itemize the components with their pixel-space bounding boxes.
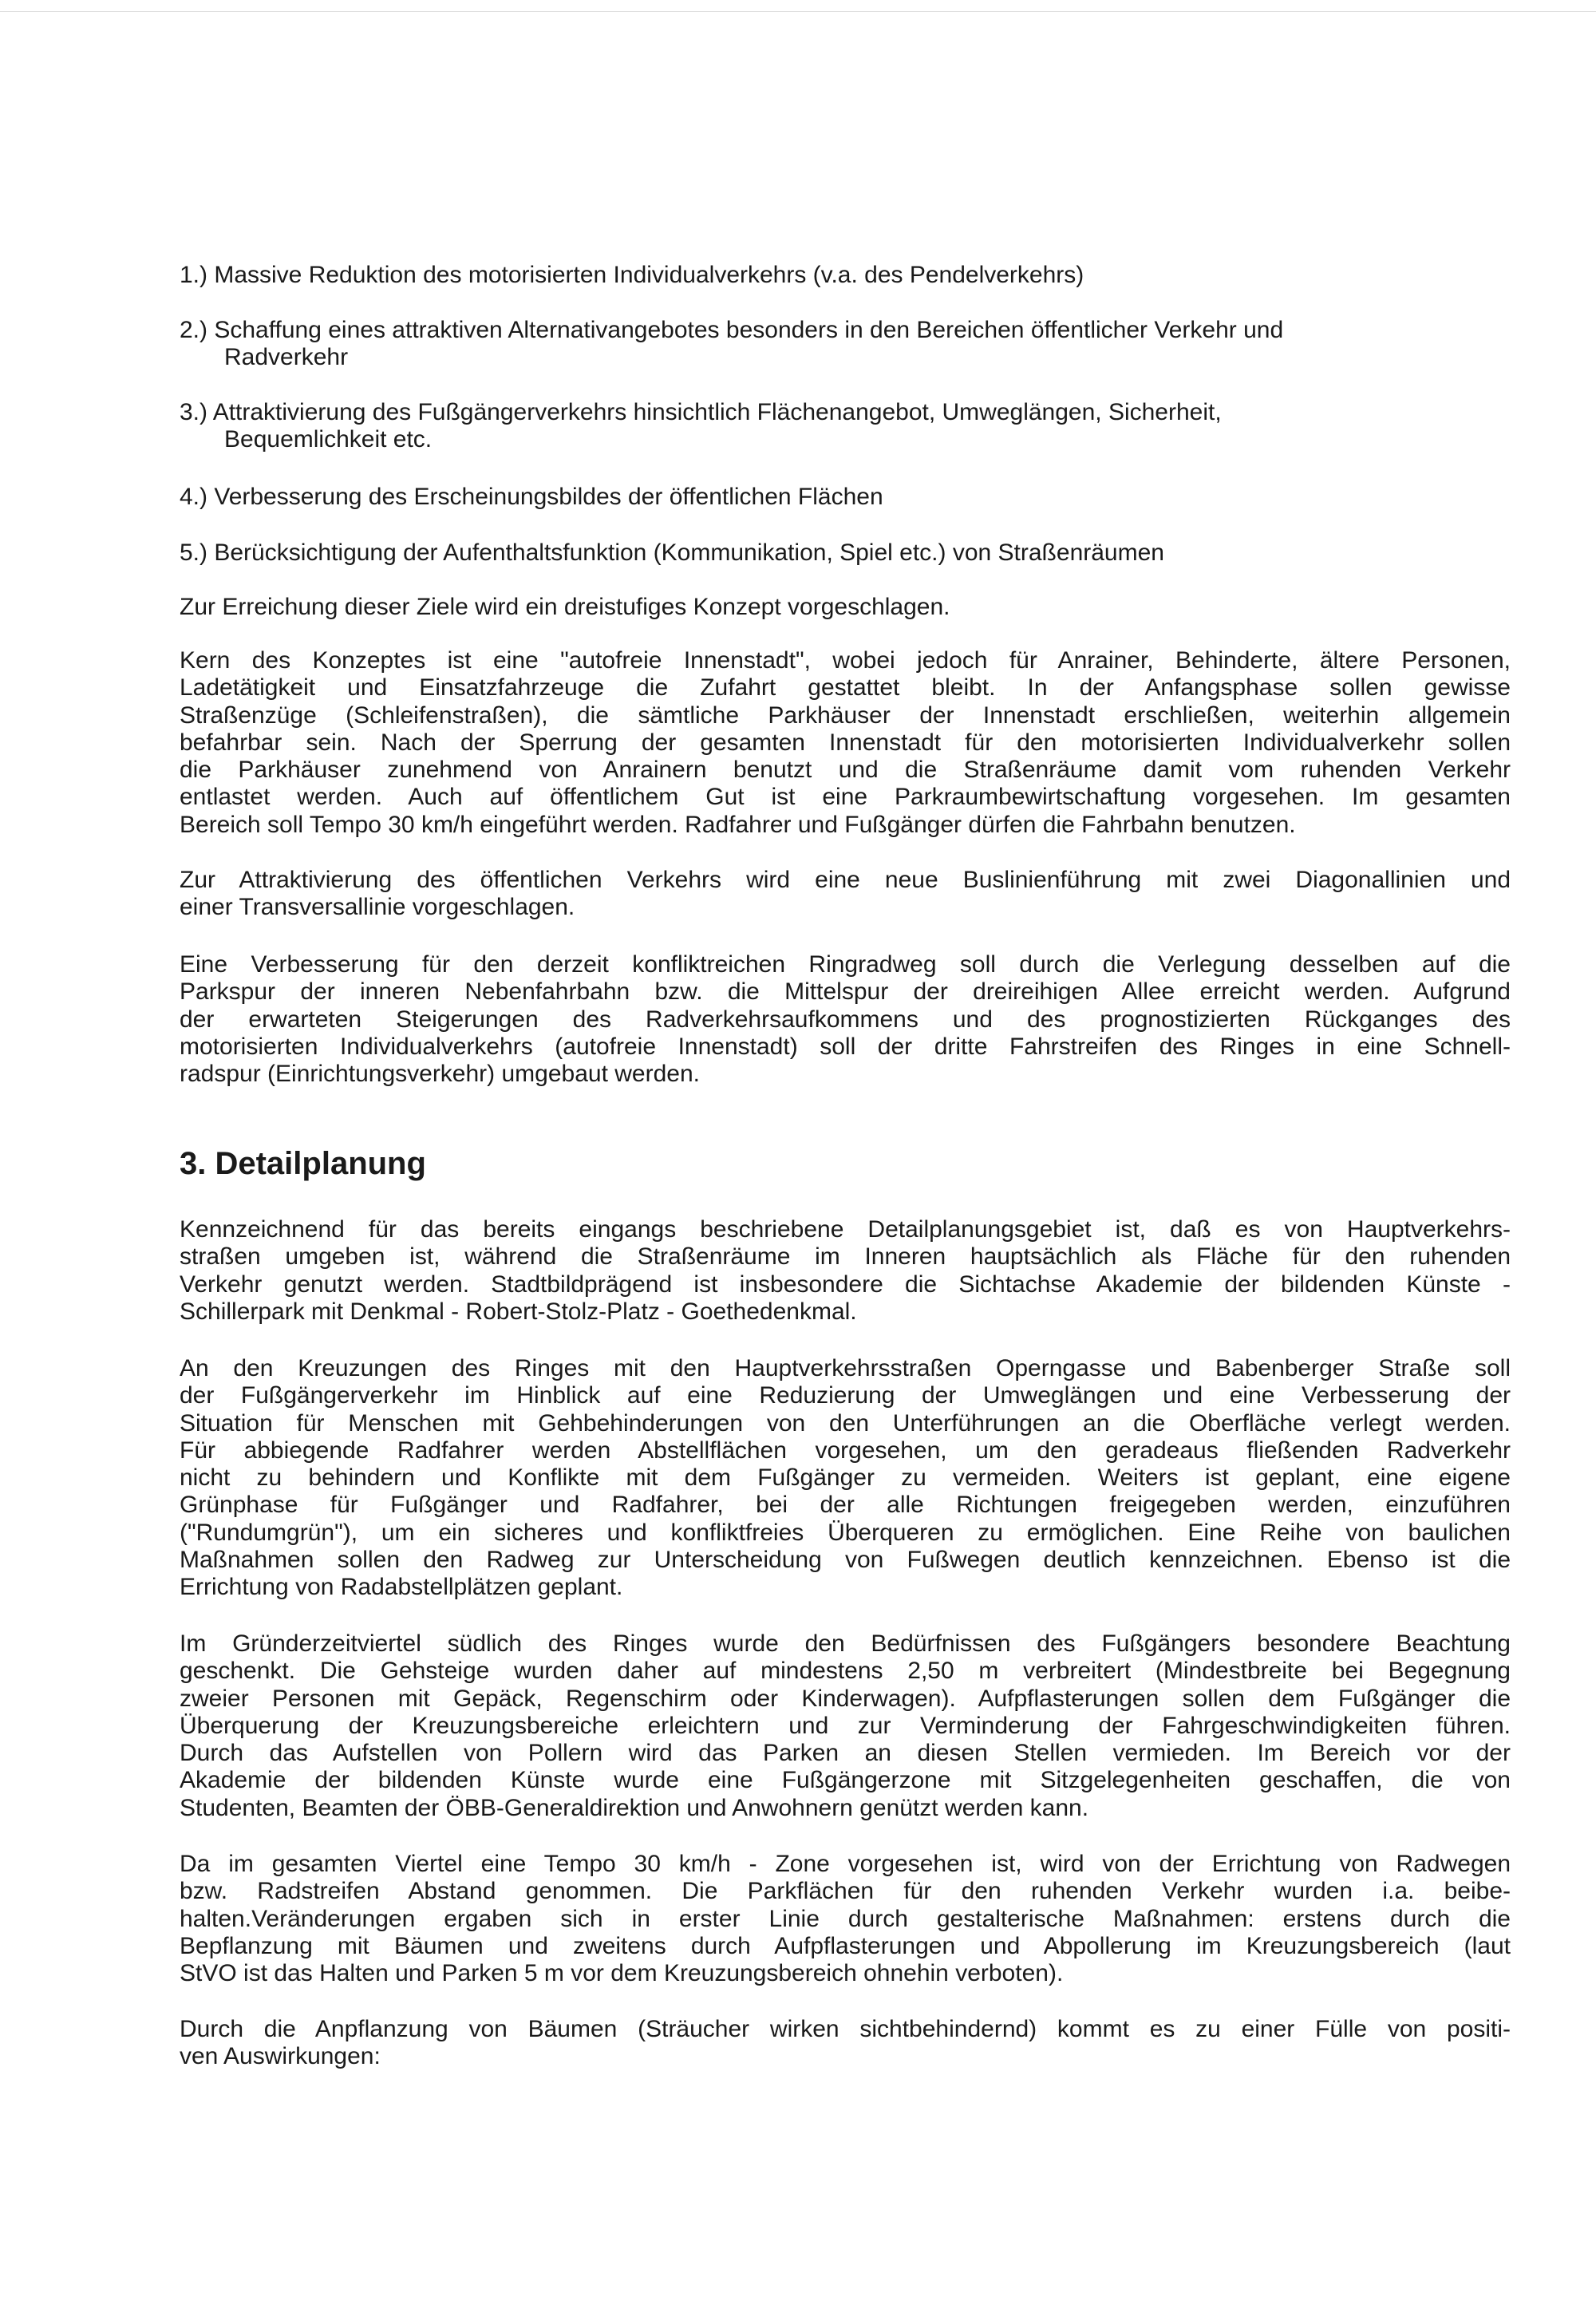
paragraph	[180, 867, 1511, 922]
goal-item	[180, 262, 1511, 289]
paragraph	[180, 1851, 1511, 1987]
text-line: Durch die Anpflanzung von Bäumen (Sträucher wirken sichtbehindernd) kommt es zu einer Fülle von positi-	[180, 2016, 1511, 2042]
text-line: die Parkhäuser zunehmend von Anrainern benutzt und die Straßenräume damit vom ruhenden Verkehr	[180, 757, 1511, 784]
text-line: motorisierten Individualverkehrs (autofreie Innenstadt) soll der dritte Fahrstreifen des Ringes in eine Schnell-	[180, 1033, 1511, 1060]
text-line: Ladetätigkeit und Einsatzfahrzeuge die Zufahrt gestattet bleibt. In der Anfangsphase sollen gewisse	[180, 674, 1511, 702]
text-line: der erwarteten Steigerungen des Radverkehrsaufkommens und des prognostizierten Rückganges des	[180, 1006, 1511, 1033]
paragraph	[180, 1355, 1511, 1602]
text-line: zweier Personen mit Gepäck, Regenschirm oder Kinderwagen). Aufpflasterungen sollen dem Fußgänger die	[180, 1685, 1511, 1712]
text-line: befahrbar sein. Nach der Sperrung der gesamten Innenstadt für den motorisierten Individualverkehr sollen	[180, 729, 1511, 756]
paragraph	[180, 647, 1511, 839]
scan-edge-line	[0, 11, 1596, 12]
goal-item	[180, 399, 1511, 454]
text-line: 1.) Massive Reduktion des motorisierten Individualverkehrs (v.a. des Pendelverkehrs)	[180, 262, 1084, 288]
text-line: Bereich soll Tempo 30 km/h eingeführt werden. Radfahrer und Fußgänger dürfen die Fahrbahn benutzen.	[180, 811, 1296, 838]
text-line: Verkehr genutzt werden. Stadtbildprägend ist insbesondere die Sichtachse Akademie der bildenden Künste -	[180, 1271, 1511, 1298]
text-line: Studenten, Beamten der ÖBB-Generaldirektion und Anwohnern genützt werden kann.	[180, 1794, 1089, 1821]
text-line: Parkspur der inneren Nebenfahrbahn bzw. die Mittelspur der dreireihigen Allee erreicht werden. Aufgrund	[180, 978, 1511, 1006]
text-line: Errichtung von Radabstellplätzen geplant.	[180, 1574, 623, 1601]
text-line: Schillerpark mit Denkmal - Robert-Stolz-Platz - Goethedenkmal.	[180, 1298, 857, 1325]
text-line: einer Transversallinie vorgeschlagen.	[180, 894, 575, 921]
text-line: Für abbiegende Radfahrer werden Abstellflächen vorgesehen, um den geradeaus fließenden Radverkehr	[180, 1437, 1511, 1464]
paragraph	[180, 951, 1511, 1088]
paragraph	[180, 1216, 1511, 1326]
goal-item	[180, 484, 1511, 511]
text-line: Zur Erreichung dieser Ziele wird ein dreistufiges Konzept vorgeschlagen.	[180, 594, 950, 620]
text-line: Kennzeichnend für das bereits eingangs beschriebene Detailplanungsgebiet ist, daß es von Hauptverkehrs-	[180, 1216, 1511, 1243]
text-line: Zur Attraktivierung des öffentlichen Verkehrs wird eine neue Buslinienführung mit zwei Diagonallinien und	[180, 867, 1511, 893]
text-line: geschenkt. Die Gehsteige wurden daher auf mindestens 2,50 m verbreitert (Mindestbreite bei Begegnung	[180, 1658, 1511, 1685]
text-line: Maßnahmen sollen den Radweg zur Unterscheidung von Fußwegen deutlich kennzeichnen. Ebenso ist die	[180, 1547, 1511, 1574]
text-line: 3.) Attraktivierung des Fußgängerverkehrs hinsichtlich Flächenangebot, Umweglängen, Sicherheit,	[180, 399, 1222, 425]
text-line: Straßenzüge (Schleifenstraßen), die sämtliche Parkhäuser der Innenstadt erschließen, weiterhin allgemein	[180, 702, 1511, 729]
text-line: Radverkehr	[224, 344, 349, 371]
text-line: entlastet werden. Auch auf öffentlichem Gut ist eine Parkraumbewirtschaftung vorgesehen. Im gesamten	[180, 784, 1511, 811]
paragraph	[180, 2016, 1511, 2071]
paragraph	[180, 1630, 1511, 1822]
text-line: StVO ist das Halten und Parken 5 m vor dem Kreuzungsbereich ohnehin verboten).	[180, 1960, 1064, 1987]
text-line: Bepflanzung mit Bäumen und zweitens durch Aufpflasterungen und Abpollerung im Kreuzungsbereich (laut	[180, 1932, 1511, 1959]
section-heading: 3. Detailplanung	[180, 1146, 426, 1181]
goal-item	[180, 539, 1511, 567]
text-line: An den Kreuzungen des Ringes mit den Hauptverkehrsstraßen Operngasse und Babenberger Straße soll	[180, 1355, 1511, 1381]
text-line: Bequemlichkeit etc.	[224, 426, 433, 453]
text-line: Durch das Aufstellen von Pollern wird das Parken an diesen Stellen vermieden. Im Bereich vor der	[180, 1740, 1511, 1767]
text-line: Akademie der bildenden Künste wurde eine Fußgängerzone mit Sitzgelegenheiten geschaffen, die von	[180, 1767, 1511, 1794]
text-line: 4.) Verbesserung des Erscheinungsbildes der öffentlichen Flächen	[180, 484, 883, 510]
text-line: halten.Veränderungen ergaben sich in erster Linie durch gestalterische Maßnahmen: erstens durch die	[180, 1905, 1511, 1932]
goal-item	[180, 317, 1511, 372]
text-line: ven Auswirkungen:	[180, 2043, 381, 2070]
text-line: Grünphase für Fußgänger und Radfahrer, bei der alle Richtungen freigegeben werden, einzuführen	[180, 1492, 1511, 1519]
text-line: 2.) Schaffung eines attraktiven Alternativangebotes besonders in den Bereichen öffentlicher Verkehr und	[180, 317, 1284, 343]
text-line: der Fußgängerverkehr im Hinblick auf eine Reduzierung der Umweglängen und eine Verbesserung der	[180, 1382, 1511, 1409]
text-line: Kern des Konzeptes ist eine "autofreie Innenstadt", wobei jedoch für Anrainer, Behinderte, ältere Personen,	[180, 647, 1511, 674]
paragraph	[180, 594, 1511, 621]
text-line: bzw. Radstreifen Abstand genommen. Die Parkflächen für den ruhenden Verkehr wurden i.a. beibe-	[180, 1878, 1511, 1905]
text-line: ("Rundumgrün"), um ein sicheres und konfliktfreies Überqueren zu ermöglichen. Eine Reihe von baulichen	[180, 1519, 1511, 1546]
text-line: radspur (Einrichtungsverkehr) umgebaut werden.	[180, 1061, 700, 1088]
text-line: Überquerung der Kreuzungsbereiche erleichtern und zur Verminderung der Fahrgeschwindigkeiten führen.	[180, 1712, 1511, 1739]
text-line: Da im gesamten Viertel eine Tempo 30 km/h - Zone vorgesehen ist, wird von der Errichtung von Radwegen	[180, 1851, 1511, 1877]
text-line: straßen umgeben ist, während die Straßenräume im Inneren hauptsächlich als Fläche für den ruhenden	[180, 1243, 1511, 1271]
text-line: Im Gründerzeitviertel südlich des Ringes wurde den Bedürfnissen des Fußgängers besondere Beachtung	[180, 1630, 1511, 1657]
text-line: 5.) Berücksichtigung der Aufenthaltsfunktion (Kommunikation, Spiel etc.) von Straßenräumen	[180, 539, 1164, 566]
text-line: Situation für Menschen mit Gehbehinderungen von den Unterführungen an die Oberfläche verlegt werden.	[180, 1409, 1511, 1437]
text-line: nicht zu behindern und Konflikte mit dem Fußgänger zu vermeiden. Weiters ist geplant, eine eigene	[180, 1464, 1511, 1492]
text-line: Eine Verbesserung für den derzeit konfliktreichen Ringradweg soll durch die Verlegung desselben auf die	[180, 951, 1511, 978]
